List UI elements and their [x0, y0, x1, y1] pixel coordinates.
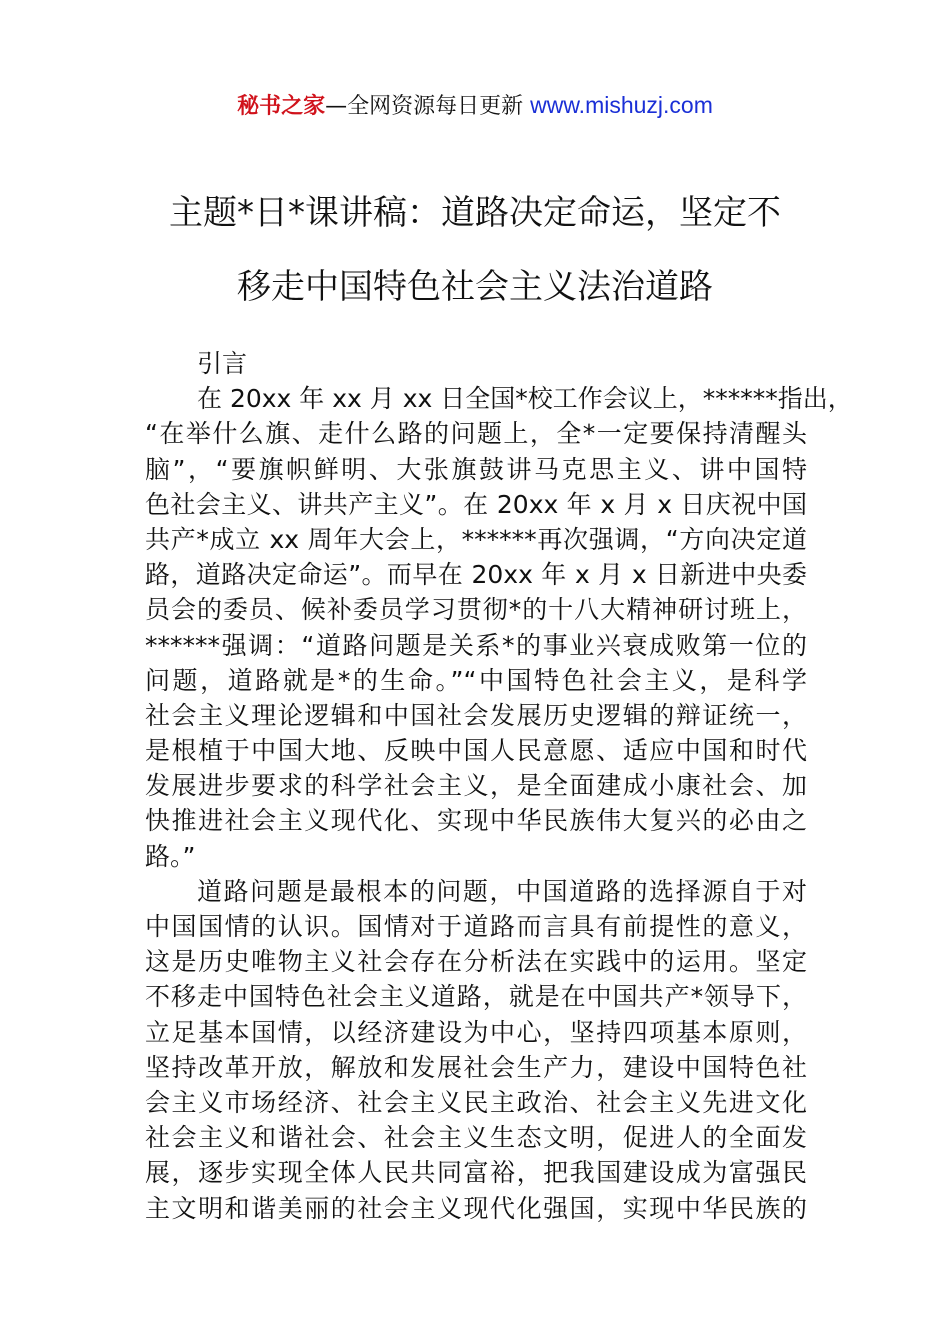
body-line: 是根植于中国大地、反映中国人民意愿、适应中国和时代 [145, 736, 807, 766]
body-line: 主文明和谐美丽的社会主义现代化强国，实现中华民族的 [145, 1193, 807, 1223]
document-title [100, 176, 850, 324]
body-line: 快推进社会主义现代化、实现中华民族伟大复兴的必由之 [145, 806, 807, 836]
body-line: 社会主义理论逻辑和中国社会发展历史逻辑的辩证统一， [145, 700, 807, 730]
document-body [145, 346, 853, 1226]
body-line: 脑”，“要旗帜鲜明、大张旗鼓讲马克思主义、讲中国特 [145, 454, 807, 484]
body-line: 色社会主义、讲共产主义”。在 20xx 年 x 月 x 日庆祝中国 [145, 489, 807, 519]
header-tagline: —全网资源每日更新 [325, 94, 531, 119]
body-line: 路，道路决定命运”。而早在 20xx 年 x 月 x 日新进中央委 [145, 560, 807, 590]
body-line: 中国国情的认识。国情对于道路而言具有前提性的意义， [145, 912, 807, 941]
body-line: 道路问题是最根本的问题，中国道路的选择源自于对 [197, 876, 807, 906]
body-line: 坚持改革开放，解放和发展社会生产力，建设中国特色社 [145, 1052, 807, 1082]
body-line: 社会主义和谐社会、社会主义生态文明，促进人的全面发 [145, 1123, 807, 1153]
body-line: 会主义市场经济、社会主义民主政治、社会主义先进文化 [145, 1087, 807, 1117]
body-line: 路。” [145, 841, 196, 871]
body-line: 这是历史唯物主义社会存在分析法在实践中的运用。坚定 [145, 947, 807, 977]
body-line: 员会的委员、候补委员学习贯彻*的十八大精神研讨班上， [145, 595, 807, 625]
brand-name: 秘书之家 [237, 94, 326, 119]
section-heading-intro: 引言 [197, 349, 248, 378]
body-line: ******强调：“道路问题是关系*的事业兴衰成败第一位的 [145, 630, 807, 660]
body-line: 发展进步要求的科学社会主义，是全面建成小康社会、加 [145, 771, 807, 801]
body-line: 立足基本国情，以经济建设为中心，坚持四项基本原则， [145, 1017, 807, 1047]
title-line-1: 主题*日*课讲稿：道路决定命运，坚定不 [169, 193, 781, 233]
title-line-2: 移走中国特色社会主义法治道路 [237, 267, 713, 307]
body-line: 展，逐步实现全体人民共同富裕，把我国建设成为富强民 [145, 1158, 807, 1188]
site-header [0, 88, 950, 124]
body-line: 共产*成立 xx 周年大会上，******再次强调，“方向决定道 [145, 524, 807, 554]
body-line: 不移走中国特色社会主义道路，就是在中国共产*领导下， [145, 982, 807, 1012]
site-url-link[interactable]: www.mishuzj.com [530, 92, 713, 118]
body-line: “在举什么旗、走什么路的问题上，全*一定要保持清醒头 [145, 419, 807, 449]
body-line: 在 20xx 年 xx 月 xx 日全国*校工作会议上，******指出， [197, 384, 853, 414]
body-line: 问题，道路就是*的生命。”“中国特色社会主义，是科学 [145, 665, 807, 695]
